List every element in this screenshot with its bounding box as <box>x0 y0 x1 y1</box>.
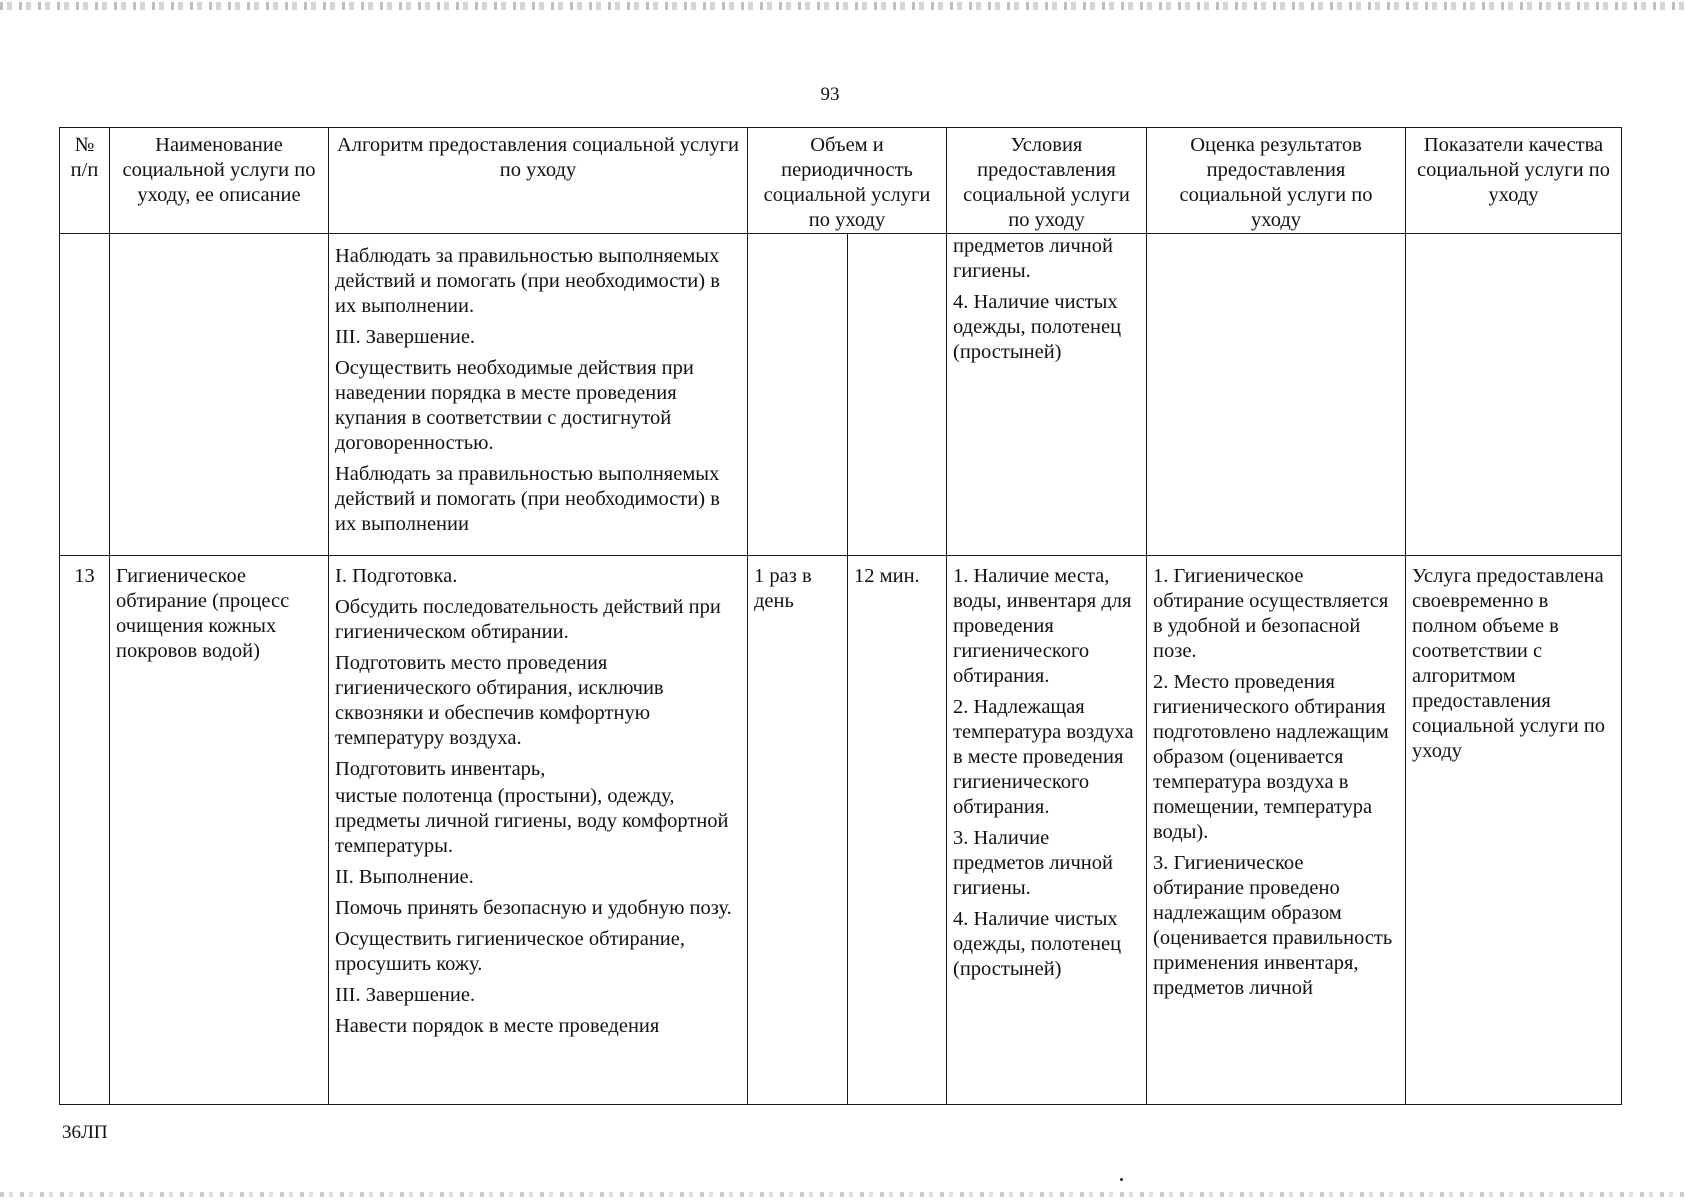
algorithm-step: I. Подготовка. <box>335 565 458 587</box>
header-quality: Показатели качества социальной услуги по уходу <box>1406 128 1622 234</box>
algorithm-step: Наблюдать за правильностью выполняемых действий и помогать (при необходимости) в их выполнении. <box>335 245 720 317</box>
cell-quality-empty <box>1406 234 1622 556</box>
algorithm-step: III. Завершение. <box>335 326 476 348</box>
evaluation-item: 1. Гигиеническое обтирание осуществляется в удобной и безопасной позе. <box>1153 565 1389 662</box>
algorithm-step: Осуществить необходимые действия при наведении порядка в месте проведения купания в соответствии с достигнутой договоренностью. <box>335 357 694 454</box>
cell-periodicity: 1 раз в день <box>748 556 848 1105</box>
header-evaluation: Оценка результатов предоставления социальной услуги по уходу <box>1147 128 1406 234</box>
table-header-row <box>60 128 1622 234</box>
algorithm-step: чистые полотенца (простыни), одежду, предметы личной гигиены, воду комфортной температуры. <box>335 785 729 857</box>
cell-duration: 12 мин. <box>848 556 947 1105</box>
algorithm-step: Наблюдать за правильностью выполняемых действий и помогать (при необходимости) в их выполнении <box>335 463 720 535</box>
scan-edge-top <box>0 2 1686 10</box>
footer-code: 36ЛП <box>62 1122 108 1143</box>
algorithm-step: II. Выполнение. <box>335 866 474 888</box>
header-conditions: Условия предоставления социальной услуги по уходу <box>947 128 1147 234</box>
cell-algorithm <box>329 556 748 1105</box>
condition-item: 4. Наличие чистых одежды, полотенец (простыней) <box>953 908 1122 980</box>
cell-periodicity-empty <box>748 234 848 556</box>
header-algorithm: Алгоритм предоставления социальной услуги по уходу <box>329 128 748 234</box>
header-name: Наименование социальной услуги по уходу, ее описание <box>110 128 329 234</box>
header-num: № п/п <box>60 128 110 234</box>
cell-evaluation-empty <box>1147 234 1406 556</box>
cell-duration-empty <box>848 234 947 556</box>
table-row-continued <box>60 234 1622 556</box>
evaluation-item: 3. Гигиеническое обтирание проведено надлежащим образом (оценивается правильность применения инвентаря, предметов личной <box>1153 852 1393 999</box>
algorithm-step: Навести порядок в месте проведения <box>335 1015 660 1037</box>
cell-num-empty <box>60 234 110 556</box>
scan-edge-bottom <box>0 1192 1686 1197</box>
cell-row-number: 13 <box>60 556 110 1105</box>
algorithm-step: III. Завершение. <box>335 984 476 1006</box>
cell-quality: Услуга предоставлена своевременно в полном объеме в соответствии с алгоритмом предоставления социальной услуги по уходу <box>1406 556 1622 1105</box>
condition-item: 3. Наличие предметов личной гигиены. <box>953 827 1113 899</box>
header-volume: Объем и периодичность социальной услуги по уходу <box>748 128 947 234</box>
scan-speck <box>1120 1178 1123 1181</box>
condition-item: 1. Наличие места, воды, инвентаря для проведения гигиенического обтирания. <box>953 565 1132 687</box>
cell-name-empty <box>110 234 329 556</box>
cell-conditions-continued <box>947 234 1147 556</box>
condition-item: предметов личной гигиены. <box>953 235 1113 282</box>
algorithm-step: Осуществить гигиеническое обтирание, просушить кожу. <box>335 928 686 975</box>
algorithm-step: Подготовить инвентарь, <box>335 758 546 780</box>
cell-conditions <box>947 556 1147 1105</box>
cell-evaluation <box>1147 556 1406 1105</box>
services-table <box>59 127 1622 1105</box>
condition-item: 4. Наличие чистых одежды, полотенец (простыней) <box>953 291 1122 363</box>
condition-item: 2. Надлежащая температура воздуха в месте проведения гигиенического обтирания. <box>953 696 1134 818</box>
cell-service-name: Гигиеническое обтирание (процесс очищения кожных покровов водой) <box>110 556 329 1105</box>
algorithm-step: Помочь принять безопасную и удобную позу. <box>335 897 732 919</box>
cell-algorithm-continued <box>329 234 748 556</box>
evaluation-item: 2. Место проведения гигиенического обтирания подготовлено надлежащим образом (оценивается температура воздуха в помещении, температура воды). <box>1153 671 1389 843</box>
algorithm-step: Обсудить последовательность действий при гигиеническом обтирании. <box>335 596 721 643</box>
page-number: 93 <box>820 84 840 105</box>
algorithm-step: Подготовить место проведения гигиенического обтирания, исключив сквозняки и обеспечив комфортную температуру воздуха. <box>335 652 664 749</box>
table-row-13 <box>60 556 1622 1105</box>
